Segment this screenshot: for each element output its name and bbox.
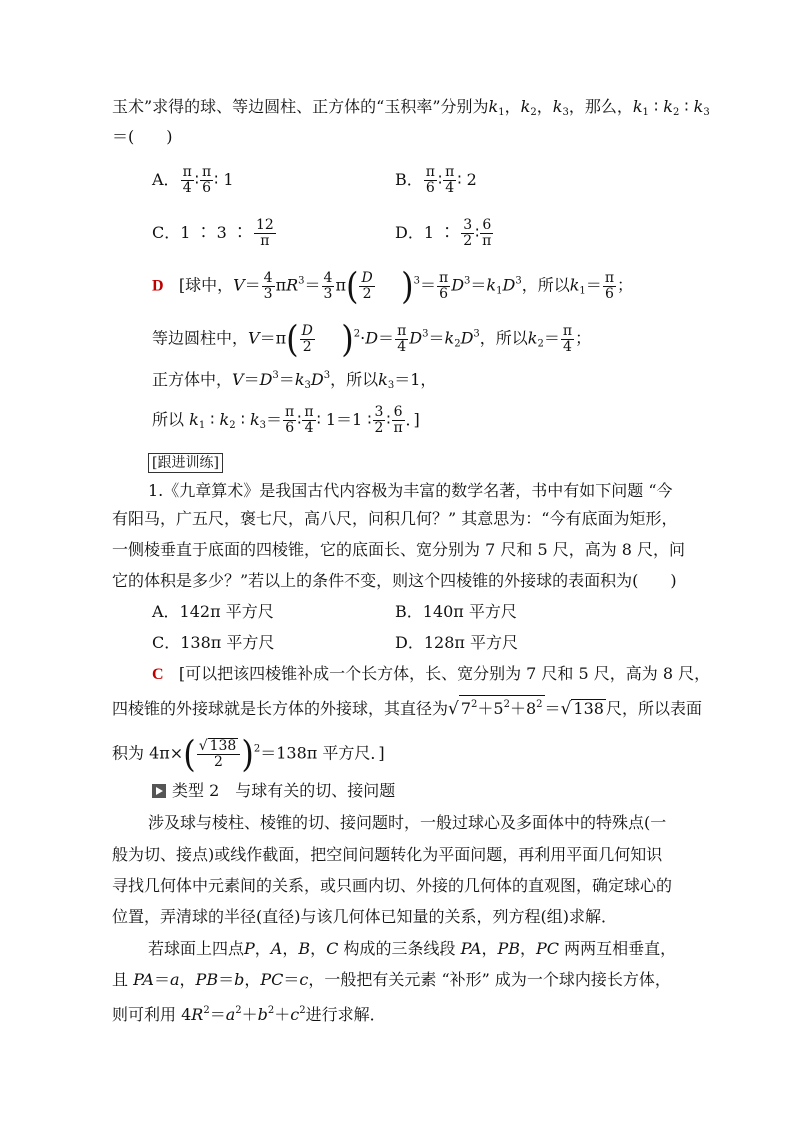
follow-p1: 1.《九章算术》是我国古代内容极为丰富的数学名著，书中有如下问题 “今 (148, 481, 673, 500)
follow-option-b[interactable]: B．140π 平方尺 (395, 602, 517, 621)
follow-option-c[interactable]: C．138π 平方尺 (152, 633, 275, 652)
solution-1-line-2: 等边圆柱中，V＝π( $\frac{D}{2}$ )$^2$·D＝ $\frac{\pi}{4}$ $D^3=k_2D^3$，所以$k_2=$ $\frac{\pi}{4}$ ； (152, 317, 592, 361)
section-p4: 位置，弄清球的半径(直径)与该几何体已知量的关系，列方程(组)求解． (112, 907, 617, 926)
section-q2: 且 PA＝a，PB＝b，PC＝c，一般把有关元素 “补形” 成为一个球内接长方体， (112, 970, 671, 989)
follow-option-d[interactable]: D．128π 平方尺 (395, 633, 518, 652)
option-c-label: C． (152, 223, 181, 242)
question-line-1: 玉术”求得的球、等边圆柱、正方体的“玉积率”分别为$k_1$，$k_2$，$k_3$，那么，$k_1$ ∶ $k_2$ ∶ $k_3$ (112, 97, 710, 118)
section-q1: 若球面上四点P，A，B，C 构成的三条线段 PA，PB，PC 两两互相垂直， (148, 939, 677, 958)
option-b-frac1: $\frac{\pi}{6}$ (425, 164, 435, 196)
section-p2: 般为切、接点)或线作截面，把空间问题转化为平面问题，再利用平面几何知识 (112, 845, 663, 864)
follow-answer-letter: C (152, 666, 164, 683)
option-d-frac1: $\frac{3}{2}$ (463, 217, 473, 249)
follow-p2: 有阳马，广五尺，褒七尺，高八尺，问积几何？” 其意思为：“今有底面为矩形， (112, 509, 678, 528)
follow-p3: 一侧棱垂直于底面的四棱锥，它的底面长、宽分别为 7 尺和 5 尺，高为 8 尺，问 (112, 540, 686, 559)
follow-up-tag: [跟进训练] (148, 452, 223, 473)
follow-solution-line-3: 积为 4π×( $\frac{√ 138}{2}$ )$^2$＝138π 平方尺．] (112, 732, 385, 776)
option-a-frac1: $\frac{\pi}{4}$ (182, 164, 192, 196)
option-c[interactable]: C．1 ∶ 3 ∶ $\frac{12}{\pi}$ (152, 217, 274, 249)
option-b[interactable]: B． $\frac{\pi}{6}$ ∶ $\frac{\pi}{4}$ ∶ 2 (395, 164, 477, 196)
option-d-label: D． (395, 223, 424, 242)
option-a-frac2: $\frac{\pi}{6}$ (201, 164, 212, 196)
section-q3: 则可利用 $4R^2=a^2+b^2+c^2$进行求解． (112, 1005, 386, 1024)
follow-solution-line-1: C [可以把该四棱锥补成一个长方体，长、宽分别为 7 尺和 5 尺，高为 8 尺， (152, 664, 711, 683)
option-d[interactable]: D．1 ∶ $\frac{3}{2}$ ∶ $\frac{6}{\pi}$ (395, 217, 492, 249)
play-triangle-icon (152, 784, 166, 798)
section-p1: 涉及球与棱柱、棱锥的切、接问题时，一般过球心及多面体中的特殊点(一 (148, 813, 667, 832)
follow-option-a[interactable]: A．142π 平方尺 (152, 602, 274, 621)
solution-1-line-3: 正方体中，$V=D^3=k_3D^3$，所以$k_3=1$， (152, 370, 437, 391)
follow-p4: 它的体积是多少？”若以上的条件不变，则这个四棱锥的外接球的表面积为( ) (112, 571, 677, 590)
option-b-label: B． (395, 170, 423, 189)
option-b-frac2: $\frac{\pi}{4}$ (445, 164, 455, 196)
section-p3: 寻找几何体中元素间的关系，或只画内切、外接的几何体的直观图，确定球心的 (112, 876, 673, 895)
stem-text: 玉术”求得的球、等边圆柱、正方体的“玉积率”分别为 (112, 97, 489, 116)
follow-solution-line-2: 四棱锥的外接球就是长方体的外接球，其直径为√ $7^2+5^2+8^2$ ＝√ 138 尺，所以表面 (112, 695, 702, 719)
stem-text-b: ，那么， (568, 97, 633, 116)
solution-1-line-1: D [球中，V＝ $\frac{4}{3}$ $\pi R^3=$ $\frac{4}{3}$ π( $\frac{D}{2}$ )$^3$＝ $\frac{\pi}{6}$ $D^3=k_1D^3$，所以$k_1=$ $\frac{\pi}{6}$ ； (152, 264, 634, 308)
option-d-frac2: $\frac{6}{\pi}$ (482, 217, 492, 249)
question-line-2: ＝( ) (112, 127, 173, 146)
option-a-label: A． (152, 170, 180, 189)
solution-1-line-4: 所以 $k_1$ ∶ $k_2$ ∶ $k_3=$ $\frac{\pi}{6}$ ∶ $\frac{\pi}{4}$ ∶ 1＝1 ∶ $\frac{3}{2}$ ∶ $\frac{6}{\pi}$ ．] (152, 404, 420, 436)
option-c-frac: $\frac{12}{\pi}$ (255, 217, 274, 249)
section-title: 类型 2 与球有关的切、接问题 (152, 781, 395, 801)
answer-letter: D (152, 277, 164, 295)
option-a[interactable]: A． $\frac{\pi}{4}$ ∶ $\frac{\pi}{6}$ ∶ 1 (152, 164, 234, 196)
